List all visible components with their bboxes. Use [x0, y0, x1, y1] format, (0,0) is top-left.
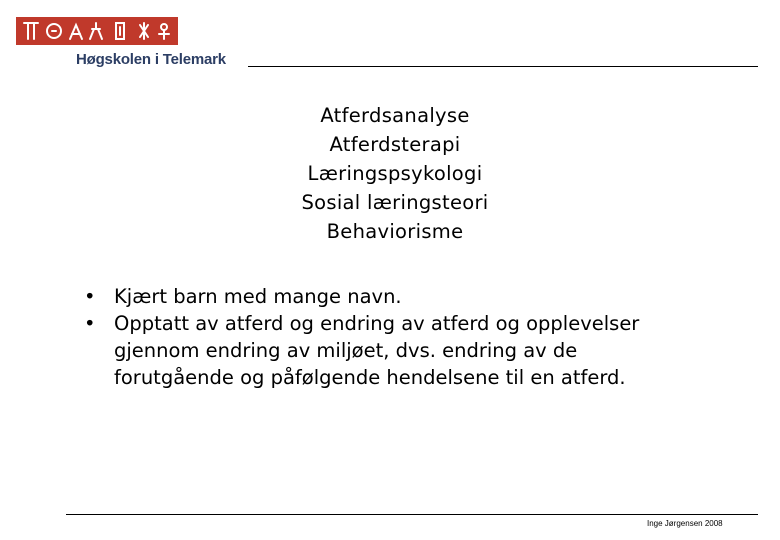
bullet-marker: • — [84, 285, 96, 308]
footer-credit: Inge Jørgensen 2008 — [647, 519, 723, 528]
petroglyph-logo-icon — [16, 17, 178, 45]
institution-name: Høgskolen i Telemark — [76, 51, 226, 68]
title-line: Sosial læringsteori — [301, 191, 489, 214]
list-item — [84, 283, 644, 310]
slide-title — [200, 101, 590, 246]
bullet-marker: • — [84, 312, 96, 335]
bullet-list — [84, 283, 644, 391]
bullet-text: Opptatt av atferd og endring av atferd og opplevelser gjennom endring av miljøet, dvs. endring av de forutgående og påfølgende hendelsene til en atferd. — [114, 312, 640, 389]
list-item — [84, 310, 644, 391]
footer-divider — [66, 514, 758, 515]
title-line: Læringspsykologi — [307, 162, 483, 185]
title-line: Behaviorisme — [326, 220, 464, 243]
title-line: Atferdsanalyse — [320, 104, 470, 127]
title-line: Atferdsterapi — [329, 133, 461, 156]
bullet-text: Kjært barn med mange navn. — [114, 285, 402, 308]
header-divider — [248, 66, 758, 67]
